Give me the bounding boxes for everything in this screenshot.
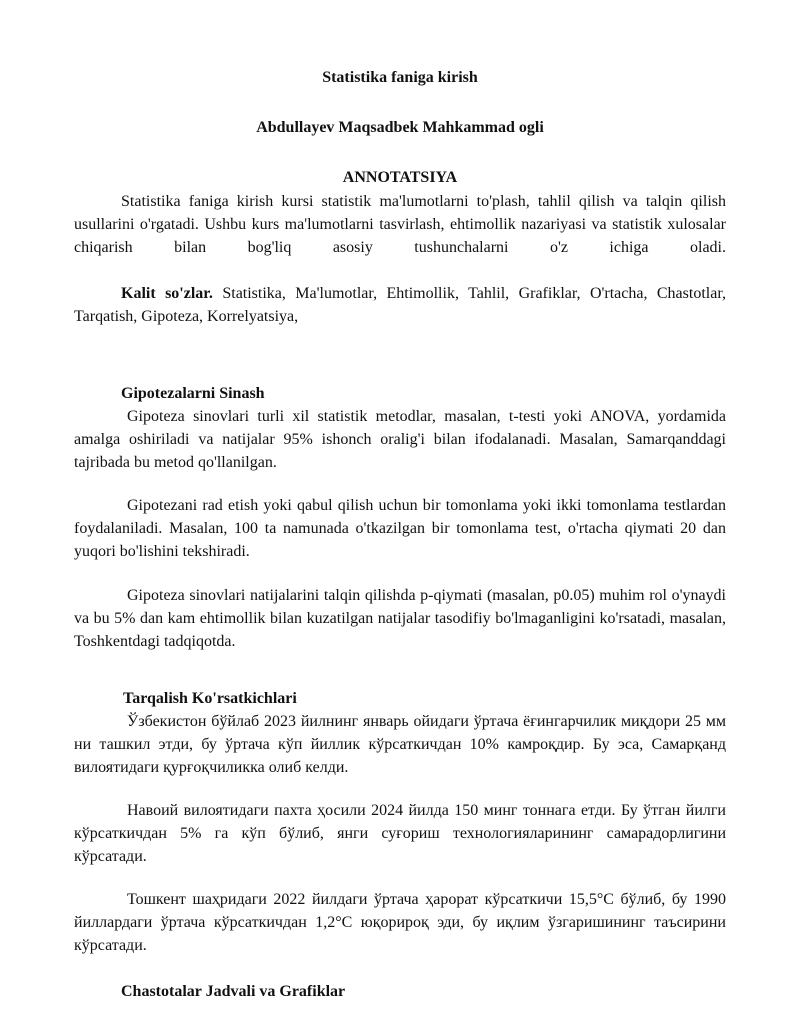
author-name: Abdullayev Maqsadbek Mahkammad ogli [256,119,544,136]
hypothesis-paragraph-1: Gipoteza sinovlari turli xil statistik metodlar, masalan, t-testi yoki ANOVA, yordamida amalga oshiriladi va natijalar 95% ishonch oralig'i bilan ifodalanadi. Masalan, Samarqanddagi tajribada bu metod qo'llanilgan. [74,408,726,471]
hypothesis-paragraph-2: Gipotezani rad etish yoki qabul qilish uchun bir tomonlama yoki ikki tomonlama testlardan foydalaniladi. Masalan, 100 ta namunada o'tkazilgan bir tomonlama test, o'rtacha qiymati 20 dan yuqori bo'lishini tekshiradi. [74,497,726,560]
dispersion-paragraph-1: Ўзбекистон бўйлаб 2023 йилнинг январь ойидаги ўртача ёғингарчилик миқдори 25 мм ни ташкил этди, бу ўртача кўп йиллик кўрсаткичдан 10% камроқдир. Бу эса, Самарқанд вилоятидаги қурғоқчиликка олиб келди. [74,713,726,776]
annotation-paragraph: Statistika faniga kirish kursi statistik ma'lumotlarni to'plash, tahlil qilish va talqin qilish usullarini o'rgatadi. Ushbu kurs ma'lumotlarni tasvirlash, ehtimollik nazariyasi va statistik xulosalar chiqarish bilan bog'liq asosiy tushunchalarni o'z ichiga oladi. [74,193,726,256]
section-heading-hypothesis: Gipotezalarni Sinash [121,385,265,402]
dispersion-paragraph-2: Навоий вилоятидаги пахта ҳосили 2024 йилда 150 минг тоннага етди. Бу ўтган йилги кўрсаткичдан 5% га кўп бўлиб, янги суғориш технологияларининг самарадорлигини кўрсатади. [74,802,726,865]
keywords-label: Kalit so'zlar. [121,285,213,302]
section-heading-dispersion: Tarqalish Ko'rsatkichlari [123,690,297,707]
keywords-paragraph [74,282,726,328]
document-title: Statistika faniga kirish [322,69,478,86]
section-heading-frequency: Chastotalar Jadvali va Grafiklar [121,983,346,1000]
hypothesis-paragraph-3: Gipoteza sinovlari natijalarini talqin qilishda p-qiymati (masalan, p0.05) muhim rol o'ynaydi va bu 5% dan kam ehtimollik bilan kuzatilgan natijalar tasodifiy bo'lmaganligini ko'rsatadi, masalan, Toshkentdagi tadqiqotda. [74,587,726,650]
annotation-heading: ANNOTATSIYA [342,169,458,186]
dispersion-paragraph-3: Тошкент шаҳридаги 2022 йилдаги ўртача ҳарорат кўрсаткичи 15,5°C бўлиб, бу 1990 йиллардаги ўртача кўрсаткичдан 1,2°C юқорироқ эди, бу иқлим ўзгаришининг таъсирини кўрсатади. [74,891,726,954]
keywords-text: Statistika, Ma'lumotlar, Ehtimollik, Tahlil, Grafiklar, O'rtacha, Chastotlar, Tarqatish, Gipoteza, Korrelyatsiya, [74,285,727,325]
